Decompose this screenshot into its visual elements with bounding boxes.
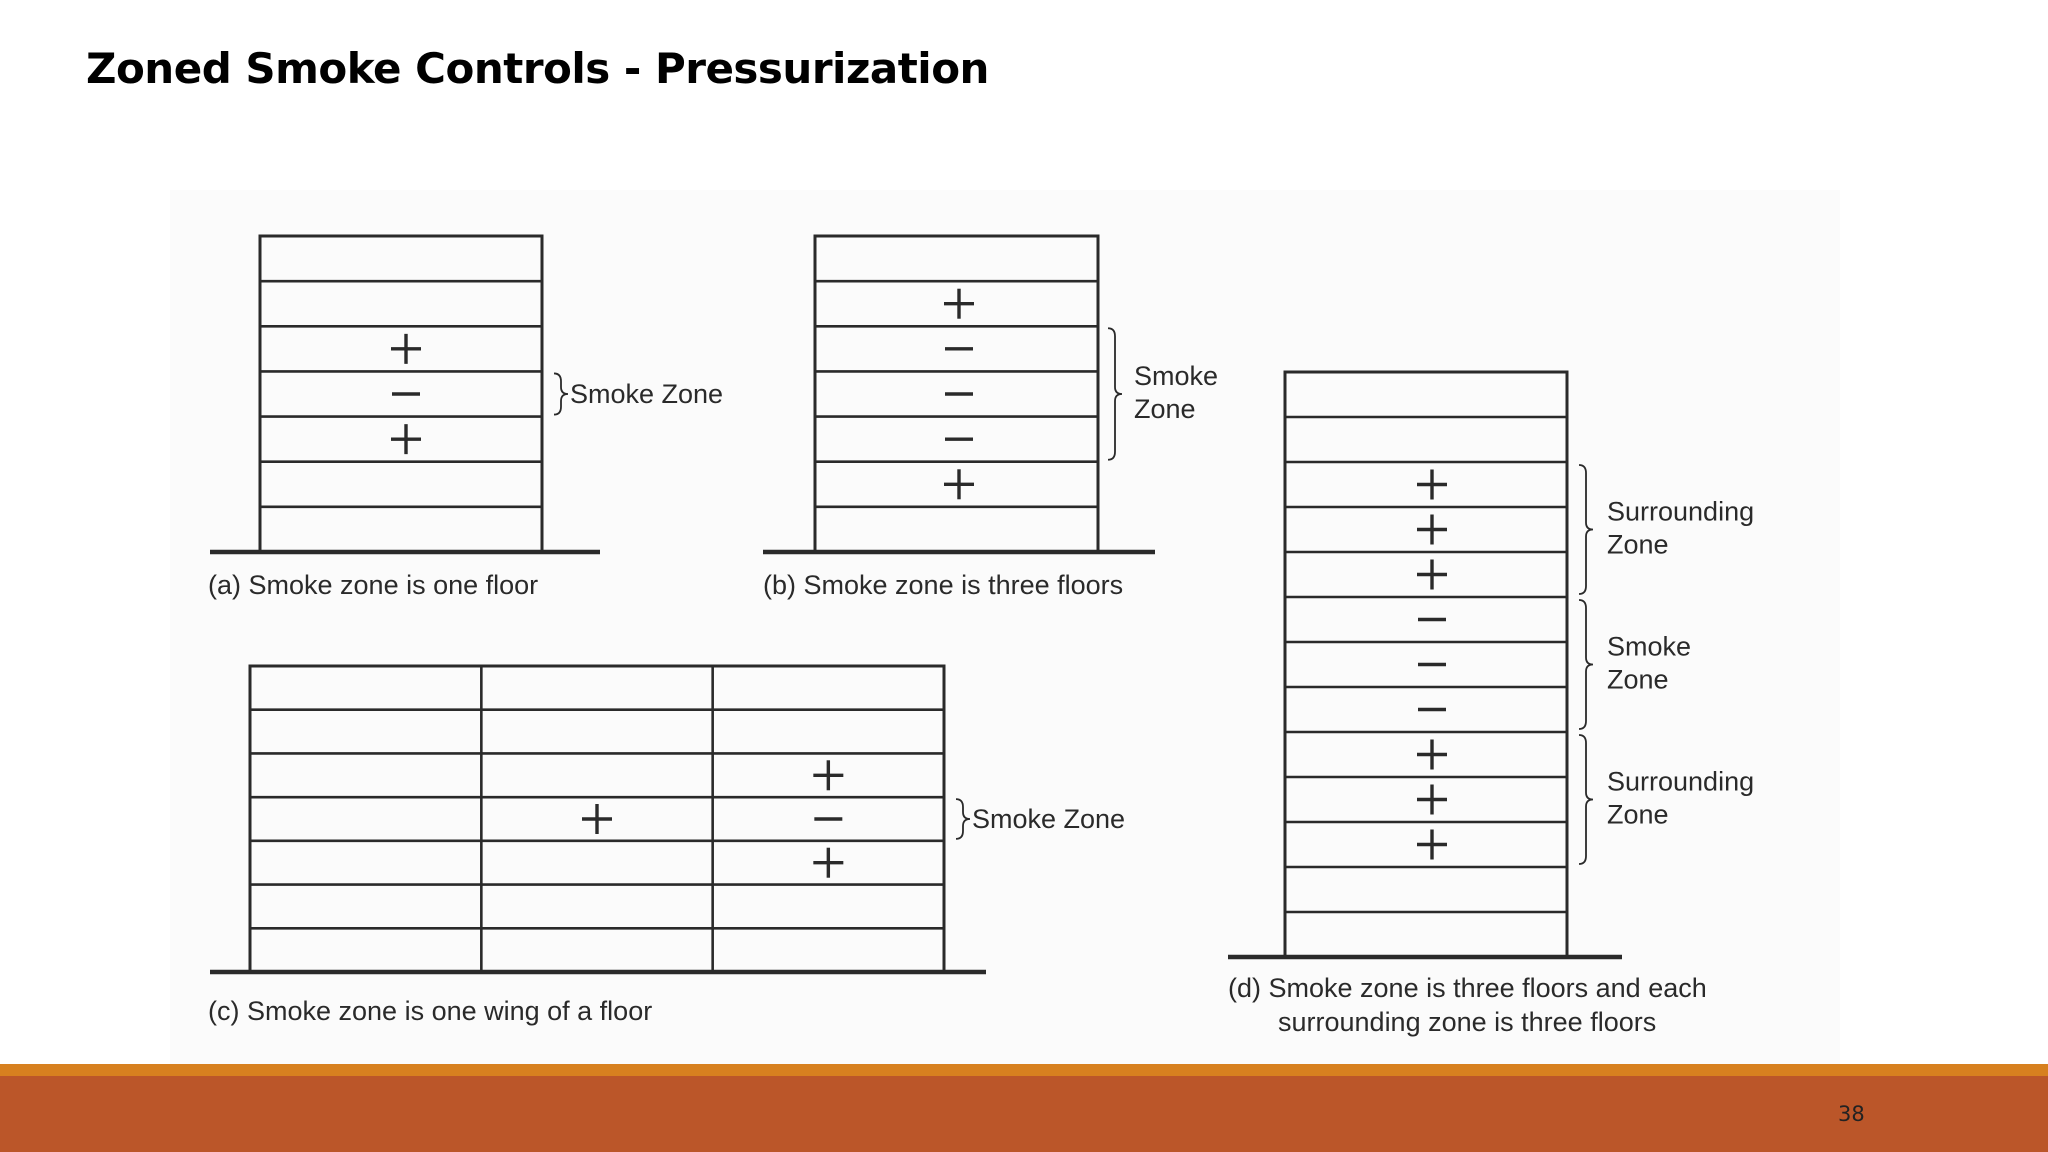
diagram-c-smoke-zone-label: Smoke Zone: [972, 804, 1126, 834]
diagram-d-zone-label-1: Smoke: [1607, 631, 1692, 662]
page-number: 38: [1838, 1102, 1865, 1126]
diagram-a-caption: (a) Smoke zone is one floor: [208, 570, 539, 600]
diagram-d-zone-brace-1: [1579, 600, 1593, 729]
diagram-b-smoke-zone-label: Zone: [1134, 394, 1196, 424]
footer-accent-strip: [0, 1064, 2048, 1076]
diagram-c-caption: (c) Smoke zone is one wing of a floor: [208, 996, 653, 1026]
diagram-d-zone-label-0: Surrounding: [1607, 496, 1755, 527]
diagram-d-caption: (d) Smoke zone is three floors and each: [1228, 973, 1707, 1003]
footer-band: [0, 1076, 2048, 1152]
diagram-c-smoke-zone-brace: [956, 799, 970, 839]
diagram-d-zone-brace-0: [1579, 465, 1593, 594]
diagram-d-zone-label-1: Zone: [1607, 664, 1669, 695]
diagram-d-zone-label-0: Zone: [1607, 529, 1669, 560]
diagram-a-smoke-zone-brace: [554, 373, 568, 414]
diagram-d-zone-label-2: Zone: [1607, 799, 1669, 830]
pressurization-figure: [170, 190, 1840, 1070]
diagram-a-smoke-zone-label: Smoke Zone: [570, 379, 724, 409]
pressurization-diagram: [170, 190, 1840, 1070]
diagram-b-caption: (b) Smoke zone is three floors: [763, 570, 1124, 600]
diagram-d-zone-label-2: Surrounding: [1607, 766, 1755, 797]
slide-title: Zoned Smoke Controls - Pressurization: [86, 44, 989, 93]
diagram-d-zone-brace-2: [1579, 735, 1593, 864]
diagram-b-smoke-zone-label: Smoke: [1134, 361, 1219, 391]
diagram-b-smoke-zone-brace: [1108, 328, 1122, 459]
diagram-d-caption: surrounding zone is three floors: [1278, 1007, 1657, 1037]
